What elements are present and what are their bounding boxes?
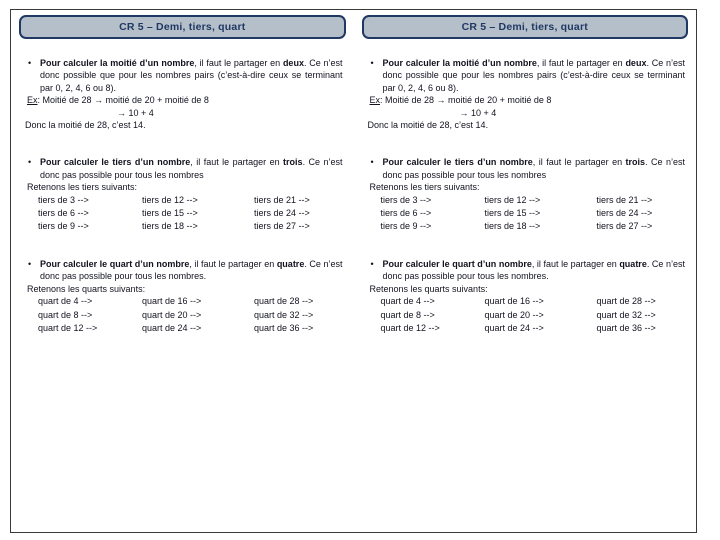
moitie-block bbox=[25, 57, 343, 131]
tiers-block bbox=[368, 156, 686, 232]
quart-item: quart de 16 --> bbox=[142, 296, 202, 307]
bullet-icon: • bbox=[28, 157, 32, 168]
quart-grid bbox=[25, 295, 343, 334]
tiers-item: tiers de 18 --> bbox=[484, 221, 541, 232]
card-right bbox=[354, 10, 697, 532]
quart-grid bbox=[368, 295, 686, 334]
quart-item: quart de 16 --> bbox=[484, 296, 544, 307]
moitie-lead: Pour calculer la moitié d’un nombre bbox=[40, 58, 195, 68]
moitie-mid: , il faut le partager en bbox=[194, 58, 283, 68]
quart-paragraph bbox=[368, 258, 686, 283]
card-title-box bbox=[362, 15, 689, 39]
bullet-icon: • bbox=[370, 157, 374, 168]
tiers-item: tiers de 24 --> bbox=[254, 208, 310, 219]
moitie-keyword: deux bbox=[282, 58, 304, 68]
card-title: CR 5 – Demi, tiers, quart bbox=[119, 21, 246, 33]
moitie-paragraph bbox=[368, 57, 686, 94]
tiers-item: tiers de 6 --> bbox=[380, 208, 432, 219]
moitie-lead: Pour calculer la moitié d’un nombre bbox=[382, 58, 537, 68]
example-line bbox=[25, 94, 343, 106]
tiers-item: tiers de 15 --> bbox=[142, 208, 198, 219]
example-text: : Moitié de 28 → moitié de 20 + moitié de 8 bbox=[37, 95, 209, 106]
card-title: CR 5 – Demi, tiers, quart bbox=[461, 21, 588, 33]
tiers-grid bbox=[25, 194, 343, 233]
tiers-mid: , il faut le partager en bbox=[532, 157, 626, 168]
tiers-item: tiers de 21 --> bbox=[596, 194, 653, 205]
tiers-block bbox=[25, 156, 343, 232]
tiers-grid bbox=[368, 194, 686, 233]
tiers-item: tiers de 24 --> bbox=[596, 208, 653, 219]
tiers-lead: Pour calculer le tiers d’un nombre bbox=[40, 157, 191, 168]
tiers-rest: . Ce n’est donc pas possible pour tous les nombres bbox=[40, 157, 343, 180]
tiers-retenons: Retenons les tiers suivants: bbox=[369, 182, 480, 193]
quart-mid: , il faut le partager en bbox=[189, 258, 277, 269]
quart-item: quart de 36 --> bbox=[254, 322, 314, 333]
conclusion-line: Donc la moitié de 28, c’est 14. bbox=[367, 120, 489, 131]
quart-rest: . Ce n’est donc pas possible pour tous les nombres. bbox=[382, 258, 685, 282]
tiers-lead: Pour calculer le tiers d’un nombre bbox=[382, 157, 533, 168]
quart-item: quart de 12 --> bbox=[38, 322, 98, 333]
quart-keyword: quatre bbox=[619, 258, 647, 269]
quart-block bbox=[25, 258, 343, 334]
card-left bbox=[11, 10, 354, 532]
quart-item: quart de 32 --> bbox=[254, 309, 314, 320]
tiers-item: tiers de 27 --> bbox=[254, 221, 310, 232]
tiers-keyword: trois bbox=[625, 157, 646, 168]
tiers-item: tiers de 3 --> bbox=[38, 194, 89, 205]
quart-lead: Pour calculer le quart d’un nombre bbox=[382, 258, 532, 269]
quart-item: quart de 4 --> bbox=[38, 296, 93, 307]
tiers-item: tiers de 12 --> bbox=[484, 194, 541, 205]
tiers-retenons: Retenons les tiers suivants: bbox=[27, 182, 138, 193]
example-label: Ex bbox=[27, 95, 38, 106]
quart-mid: , il faut le partager en bbox=[531, 258, 620, 269]
quart-item: quart de 28 --> bbox=[596, 296, 656, 307]
moitie-paragraph bbox=[25, 57, 343, 94]
bullet-icon: • bbox=[370, 58, 374, 68]
quart-block bbox=[368, 258, 686, 334]
tiers-paragraph bbox=[368, 156, 686, 181]
example-line bbox=[368, 94, 686, 106]
quart-item: quart de 36 --> bbox=[596, 322, 656, 333]
moitie-block bbox=[368, 57, 686, 131]
tiers-paragraph bbox=[25, 156, 343, 181]
quart-keyword: quatre bbox=[276, 258, 305, 269]
quart-item: quart de 24 --> bbox=[142, 322, 202, 333]
tiers-item: tiers de 9 --> bbox=[380, 221, 432, 232]
bullet-icon: • bbox=[28, 58, 32, 68]
tiers-mid: , il faut le partager en bbox=[190, 157, 284, 168]
quart-item: quart de 12 --> bbox=[380, 322, 440, 333]
card-body bbox=[18, 39, 347, 334]
quart-lead: Pour calculer le quart d’un nombre bbox=[40, 258, 190, 269]
quart-retenons: Retenons les quarts suivants: bbox=[27, 283, 146, 294]
quart-item: quart de 24 --> bbox=[484, 322, 544, 333]
bullet-icon: • bbox=[370, 258, 374, 269]
tiers-keyword: trois bbox=[283, 157, 303, 168]
tiers-item: tiers de 18 --> bbox=[142, 221, 198, 232]
moitie-mid: , il faut le partager en bbox=[536, 58, 626, 68]
example-result-line: → 10 + 4 bbox=[459, 107, 497, 118]
tiers-item: tiers de 9 --> bbox=[38, 221, 89, 232]
conclusion-line: Donc la moitié de 28, c’est 14. bbox=[25, 120, 146, 131]
quart-item: quart de 8 --> bbox=[380, 309, 435, 320]
tiers-item: tiers de 6 --> bbox=[38, 208, 89, 219]
moitie-rest: . Ce n’est donc possible que pour les nombres pairs (c’est-à-dire ceux se terminant par 0, 2, 4, 6 ou 8). bbox=[382, 58, 685, 93]
example-text: : Moitié de 28 → moitié de 20 + moitié de 8 bbox=[380, 95, 552, 106]
card-title-box bbox=[19, 15, 346, 39]
page-frame bbox=[10, 9, 697, 533]
tiers-rest: . Ce n’est donc pas possible pour tous les nombres bbox=[382, 157, 685, 180]
quart-item: quart de 8 --> bbox=[38, 309, 93, 320]
quart-item: quart de 4 --> bbox=[380, 296, 435, 307]
tiers-item: tiers de 21 --> bbox=[254, 194, 310, 205]
bullet-icon: • bbox=[28, 258, 32, 269]
quart-item: quart de 20 --> bbox=[484, 309, 544, 320]
tiers-item: tiers de 12 --> bbox=[142, 194, 198, 205]
moitie-rest: . Ce n’est donc possible que pour les nombres pairs (c’est-à-dire ceux se terminant par 0, 2, 4, 6 ou 8). bbox=[40, 58, 343, 93]
example-label: Ex bbox=[369, 95, 381, 106]
example-result-line: → 10 + 4 bbox=[117, 107, 154, 118]
quart-paragraph bbox=[25, 258, 343, 283]
tiers-item: tiers de 15 --> bbox=[484, 208, 541, 219]
quart-rest: . Ce n’est donc pas possible pour tous les nombres. bbox=[40, 258, 343, 282]
moitie-keyword: deux bbox=[625, 58, 647, 68]
tiers-item: tiers de 3 --> bbox=[380, 194, 432, 205]
quart-item: quart de 28 --> bbox=[254, 296, 314, 307]
tiers-item: tiers de 27 --> bbox=[596, 221, 653, 232]
quart-item: quart de 32 --> bbox=[596, 309, 656, 320]
quart-retenons: Retenons les quarts suivants: bbox=[369, 283, 488, 294]
quart-item: quart de 20 --> bbox=[142, 309, 202, 320]
card-body bbox=[361, 39, 690, 334]
